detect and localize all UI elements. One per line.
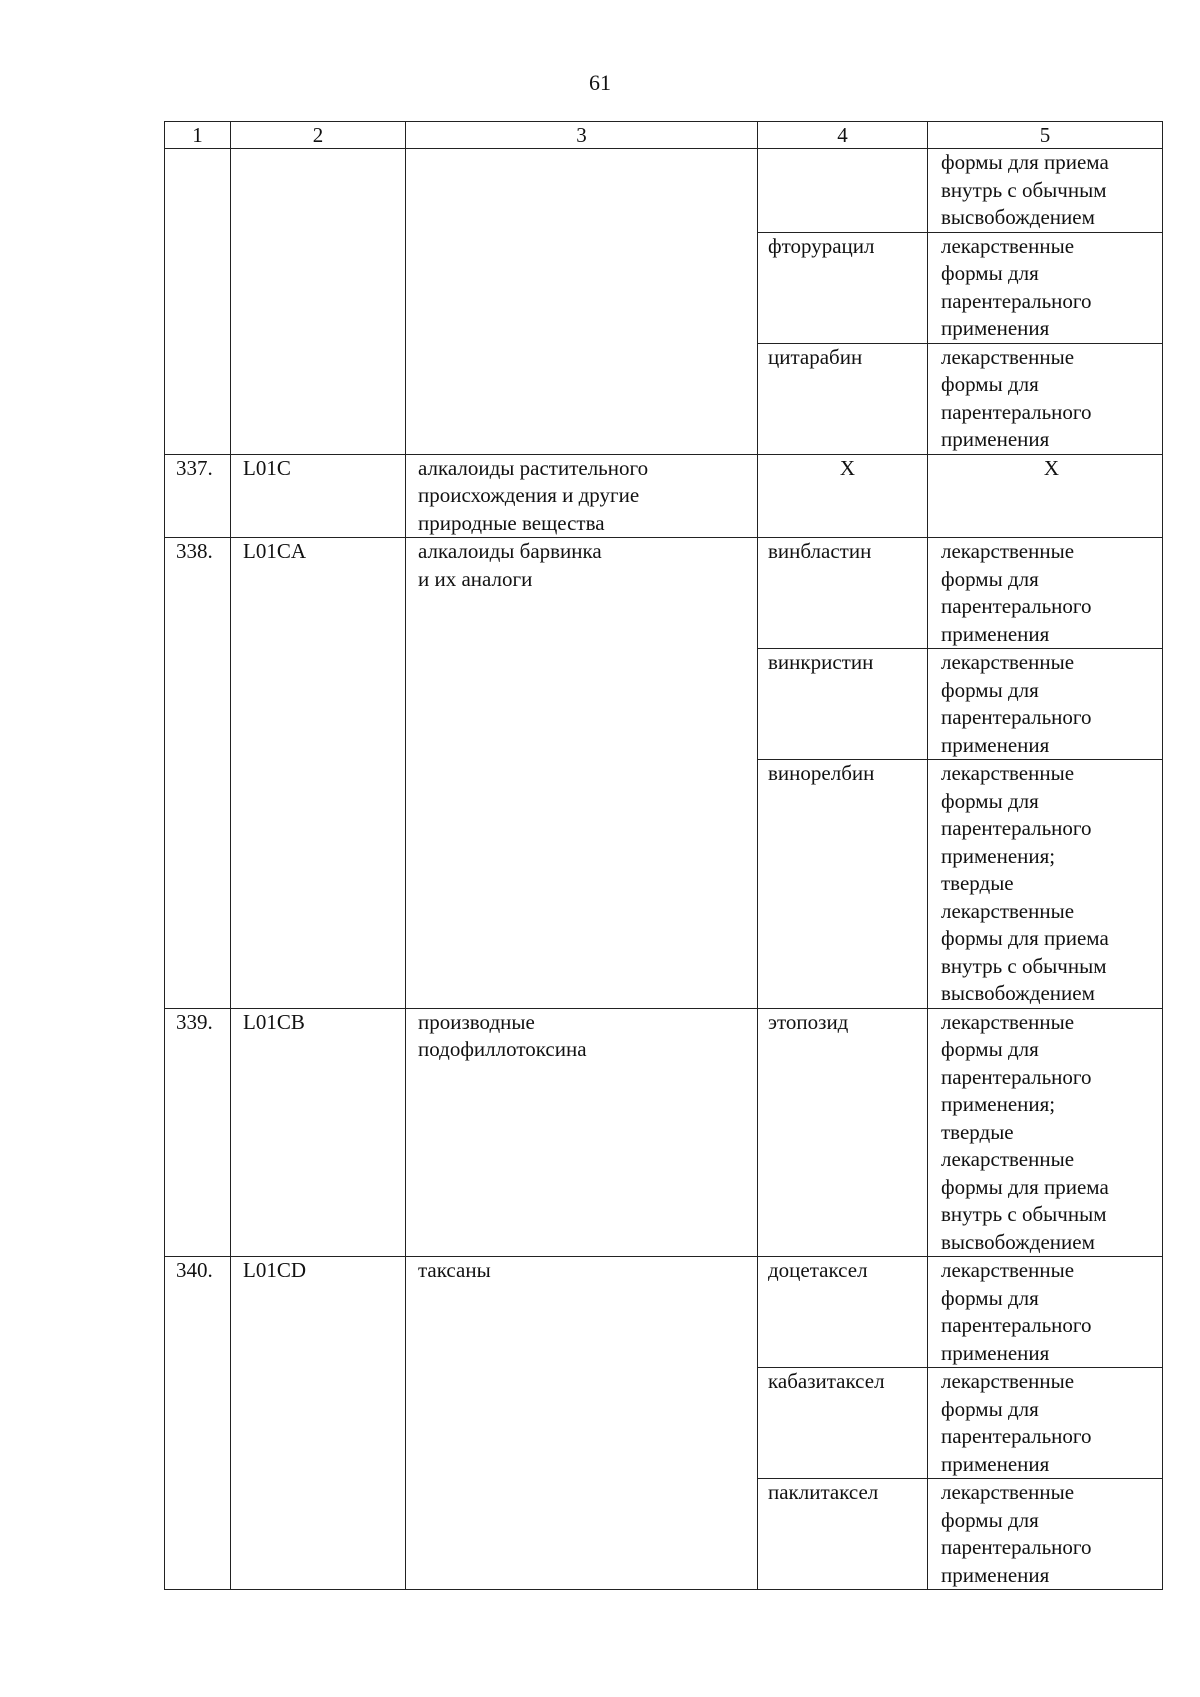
dosage-form-cell [928,760,1163,1009]
dosage-form-line: формы для [941,1396,1039,1421]
dosage-form-cell [928,1008,1163,1257]
dosage-form-line: твердые [941,871,1014,895]
dosage-form-line: применения [941,1562,1050,1587]
drug-name-cell: кабазитаксел [758,1368,928,1479]
dosage-form-line: применения; [941,843,1056,868]
dosage-form-line: применения [941,621,1050,646]
atc-code-cell: L01CB [231,1008,406,1257]
table-row [165,538,1163,649]
header-col-3: 3 [406,122,758,149]
atc-code-cell: L01C [231,454,406,538]
table-row [165,454,1163,538]
dosage-form-line: парентерального [941,288,1092,313]
drug-name-cell: X [758,454,928,538]
dosage-form-line: формы для [941,372,1039,396]
header-col-2: 2 [231,122,406,149]
dosage-form-cell [928,1479,1163,1590]
atc-code-cell: L01CD [231,1257,406,1590]
dosage-form-line: внутрь с обычным [941,1202,1107,1226]
dosage-form-line: высвобождением [941,1229,1095,1254]
group-name-cell [406,1008,758,1257]
dosage-form-line: высвобождением [941,205,1095,229]
row-number-cell: 340. [165,1257,231,1590]
dosage-form-line: лекарственные [941,1480,1075,1504]
dosage-form-cell [928,454,1163,538]
page-number: 61 [589,70,611,95]
drug-name-cell: винорелбин [758,760,928,1009]
drug-name-cell: доцетаксел [758,1257,928,1368]
dosage-form-line: формы для [941,1285,1039,1310]
group-name-line: производные [418,1009,535,1034]
dosage-form-line: X [1043,455,1060,480]
drug-name-cell: винкристин [758,649,928,760]
group-name-line: происхождения и другие [418,483,640,507]
row-number-cell [165,149,231,455]
dosage-form-line: формы для [941,788,1039,813]
group-name-line: природные вещества [418,510,605,535]
dosage-form-line: парентерального [941,705,1092,729]
dosage-form-line: лекарственные [941,1258,1075,1282]
group-name-line: алкалоиды растительного [418,455,649,480]
drug-name-cell [758,149,928,233]
dosage-form-line: парентерального [941,1424,1092,1448]
dosage-form-line: парентерального [941,1535,1092,1559]
dosage-form-line: формы для приема [941,1174,1109,1199]
dosage-form-cell [928,1257,1163,1368]
dosage-form-line: парентерального [941,399,1092,424]
table-row [165,1257,1163,1368]
dosage-form-cell [928,649,1163,760]
dosage-form-line: формы для [941,1037,1039,1061]
dosage-form-line: формы для [941,566,1039,591]
row-number-cell: 337. [165,454,231,538]
group-name-line: и их аналоги [418,566,533,591]
dosage-form-line: лекарственные [941,1009,1075,1034]
dosage-form-line: высвобождением [941,981,1095,1005]
group-name-line: подофиллотоксина [418,1037,587,1061]
dosage-form-line: внутрь с обычным [941,177,1107,202]
dosage-form-line: лекарственные [941,650,1075,674]
group-name-line: алкалоиды барвинка [418,539,602,563]
drug-name-cell: этопозид [758,1008,928,1257]
dosage-form-line: твердые [941,1119,1014,1144]
dosage-form-line: парентерального [941,594,1092,618]
dosage-form-line: парентерального [941,1313,1092,1337]
drug-registry-table [164,121,1163,1590]
dosage-form-line: формы для [941,261,1039,285]
drug-name-cell: винбластин [758,538,928,649]
dosage-form-line: внутрь с обычным [941,953,1107,978]
dosage-form-line: парентерального [941,1064,1092,1089]
dosage-form-line: формы для приема [941,150,1109,174]
group-name-line: таксаны [418,1258,491,1282]
header-col-5: 5 [928,122,1163,149]
dosage-form-line: применения [941,427,1050,451]
row-number-cell: 338. [165,538,231,1009]
dosage-form-line: лекарственные [941,233,1075,258]
group-name-cell [406,454,758,538]
atc-code-cell: L01CA [231,538,406,1009]
dosage-form-line: применения [941,732,1050,757]
dosage-form-line: формы для [941,1507,1039,1532]
dosage-form-line: лекарственные [941,344,1075,369]
group-name-cell [406,538,758,1009]
dosage-form-line: лекарственные [941,761,1075,785]
dosage-form-line: лекарственные [941,898,1075,923]
table-header-row [165,122,1163,149]
table-body [165,122,1163,1590]
header-col-1: 1 [165,122,231,149]
dosage-form-line: парентерального [941,816,1092,840]
group-name-cell [406,1257,758,1590]
drug-name-cell: фторурацил [758,232,928,343]
dosage-form-line: применения [941,316,1050,340]
dosage-form-line: применения; [941,1092,1056,1116]
dosage-form-line: лекарственные [941,539,1075,563]
dosage-form-line: применения [941,1340,1050,1365]
dosage-form-cell [928,1368,1163,1479]
dosage-form-cell [928,232,1163,343]
dosage-form-line: лекарственные [941,1147,1075,1171]
dosage-form-cell [928,149,1163,233]
dosage-form-cell [928,343,1163,454]
row-number-cell: 339. [165,1008,231,1257]
table-row [165,1008,1163,1257]
dosage-form-line: формы для приема [941,926,1109,950]
table-row [165,149,1163,233]
header-col-4: 4 [758,122,928,149]
dosage-form-line: применения [941,1451,1050,1476]
dosage-form-line: лекарственные [941,1369,1075,1393]
atc-code-cell [231,149,406,455]
drug-name-cell: паклитаксел [758,1479,928,1590]
dosage-form-cell [928,538,1163,649]
dosage-form-line: формы для [941,677,1039,702]
drug-name-cell: цитарабин [758,343,928,454]
group-name-cell [406,149,758,455]
